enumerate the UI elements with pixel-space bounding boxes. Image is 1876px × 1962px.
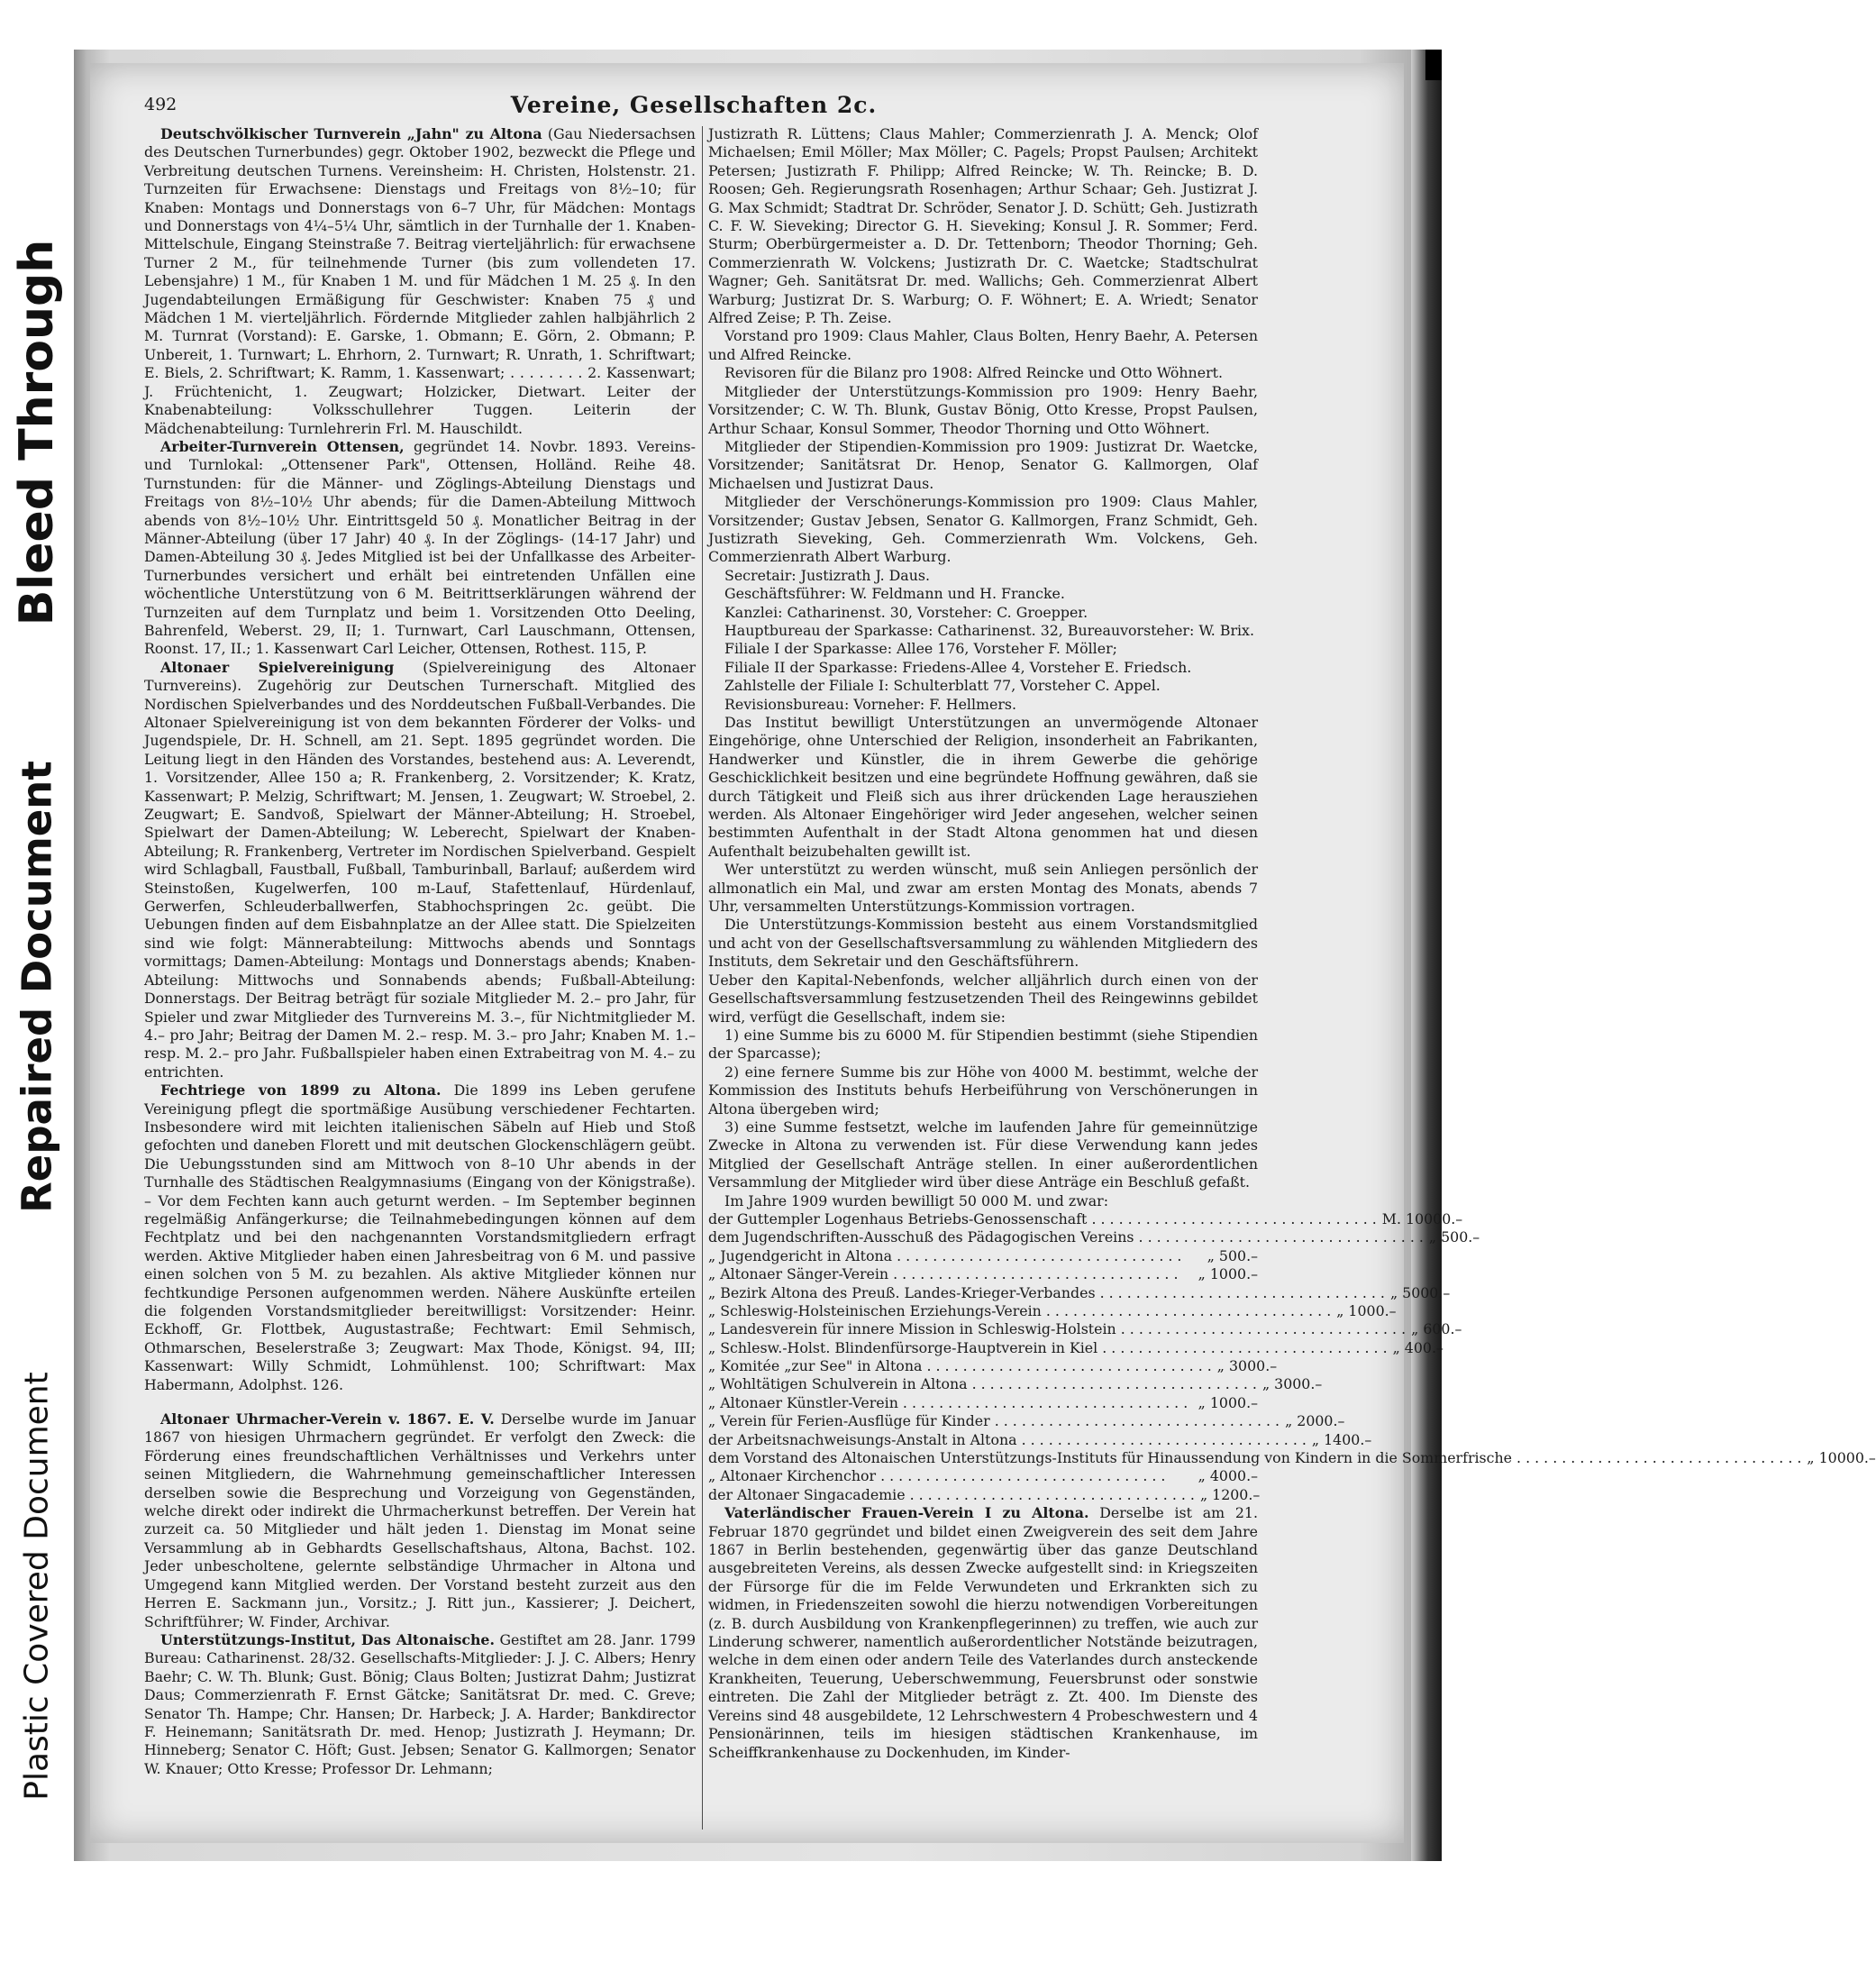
donation-recipient: „ Altonaer Kirchenchor . . . — [708, 1467, 1171, 1485]
left-column — [144, 125, 696, 1829]
entry-text: Derselbe ist am 21. Februar 1870 gegründet und bildet einen Zweigverein des seit dem Jahre 1867 in Berlin bestehenden, gegenwärtig über das ganze Deutschland ausgebreiteten Vereins, als dessen Zwecke aufgestellt sind: in Kriegszeiten der Fürsorge für die im Felde Verwundeten und Erkrankten sich zu widmen, in Friedenszeiten sowohl die hierzu notwendigen Vorbereitungen (z. B. durch Ausbildung von Krankenpflegerinnen) zu treffen, wie auch zur Linderung schwerer, namentlich außerordentlicher Notstände beizutragen, welche in dem einen oder andern Teile des Vaterlandes durch ansteckende Krankheiten, Teuerung, Ueberschwemmung, Feuersbrunst oder sonstwie eintreten. Die Zahl der Mitglieder beträgt z. Zt. 400. Im Dienste des Vereins sind 48 ausgebildete, 12 Lehrschwestern 4 Probeschwestern und 4 Pensionärinnen, teils im hiesigen städtischen Krankenhause, im Scheiffkrankenhause zu Dockenhuden, im Kinder- — [708, 1504, 1258, 1761]
entry-text: Wer unterstützt zu werden wünscht, muß sein Anliegen persönlich der allmonatlich ein Mal, und zwar am ersten Montag des Monats, abends 7 Uhr, versammelten Unterstützungs-Kommission vortragen. — [708, 861, 1258, 916]
donation-amount: „ 5000.– — [1389, 1283, 1451, 1301]
entry-paragraph — [708, 677, 1258, 695]
column-divider — [702, 126, 703, 1830]
entry-text: 3) eine Summe festsetzt, welche im laufenden Jahre für gemeinnützige Zwecke in Altona zu verwenden ist. Für diese Verwendung kann jedes Mitglied der Gesellschaft Anträge stellen. In einer außerordentlichen Versammlung der Mitglieder wird über diese Anträge ein Beschluß gefaßt. — [708, 1118, 1258, 1191]
donation-amount: „ 3000.– — [1216, 1357, 1278, 1375]
entry-paragraph — [144, 125, 696, 438]
entry-heading: Unterstützungs-Institut, Das Altonaische. — [160, 1630, 495, 1648]
entry-text: Filiale II der Sparkasse: Friedens-Allee 4, Vorsteher E. Friedsch. — [724, 658, 1192, 676]
entry-text: Secretair: Justizrath J. Daus. — [724, 566, 931, 584]
donation-recipient: „ Komitée „zur See" in Altona . . . — [708, 1357, 1212, 1375]
entry-text: Hauptbureau der Sparkasse: Catharinenst. 32, Bureauvorsteher: W. Brix. — [724, 621, 1254, 639]
entry-paragraph — [708, 696, 1258, 714]
donation-row — [708, 1338, 1443, 1357]
entry-text: Geschäftsführer: W. Feldmann und H. Francke. — [724, 585, 1065, 603]
donation-amount: „ 1000.– — [1198, 1393, 1258, 1411]
donation-row — [708, 1430, 1372, 1449]
entry-text: Filiale I der Sparkasse: Allee 176, Vorsteher F. Möller; — [724, 640, 1117, 658]
entry-paragraph — [708, 1192, 1258, 1210]
entry-paragraph — [144, 1081, 696, 1394]
donation-recipient: „ Bezirk Altona des Preuß. Landes-Krieger-Verbandes . . . — [708, 1284, 1385, 1302]
entry-text: gegründet 14. Novbr. 1893. Vereins- und Turnlokal: „Ottensener Park", Ottensen, Holländ. Reihe 48. Turnstunden: für die Männer- und Zöglings-Abteilung Dienstags und Freitags von 8½–10½ Uhr abends; für die Damen-Abteilung Mittwoch abends von 8½–10½ Uhr. Eintrittsgeld 50 ₰. Monatlicher Beitrag in der Männer-Abteilung (über 17 Jahr) 40 ₰. In der Zöglings- (14-17 Jahr) und Damen-Abteilung 30 ₰. Jedes Mitglied ist bei der Unfallkasse des Arbeiter-Turnerbundes versichert und erhält bei eintretenden Unfällen eine wöchentliche Unterstützung von 6 M. Beitrittserklärungen während der Turnzeiten auf dem Turnplatz und beim 1. Vorsitzenden Otto Deeling, Bahrenfeld, Weberst. 29, II; 1. Turnwart, Carl Lauschmann, Ottensen, Roonst. 17, II.; 1. Kassenwart Carl Leicher, Ottensen, Rothest. 115, P. — [144, 437, 696, 658]
side-label-strip — [0, 0, 74, 1962]
donation-row — [708, 1228, 1480, 1246]
entry-text: Zahlstelle der Filiale I: Schulterblatt 77, Vorsteher C. Appel. — [724, 677, 1161, 695]
donation-amount: „ 1200.– — [1199, 1485, 1261, 1503]
entry-heading: Altonaer Uhrmacher-Verein v. 1867. E. V. — [160, 1410, 495, 1428]
entry-paragraph — [708, 125, 1258, 327]
donation-recipient: „ Schlesw.-Holst. Blindenfürsorge-Hauptverein in Kiel . . . — [708, 1339, 1388, 1357]
donation-row — [708, 1485, 1261, 1504]
donation-recipient: „ Schleswig-Holsteinischen Erziehungs-Verein . . . — [708, 1302, 1331, 1320]
entry-text: Gestiftet am 28. Janr. 1799 Bureau: Catharinenst. 28/32. Gesellschafts-Mitglieder: J. J. C. Albers; Henry Baehr; C. W. Th. Blunk; Gust. Bönig; Claus Bolten; Justizrat Dahm; Justizrat Daus; Commerzienrath F. Ernst Gätcke; Sanitätsrat Dr. med. C. Greve; Senator Th. Hampe; Chr. Hansen; Dr. Harbeck; J. A. Harder; Bankdirector F. Heinemann; Sanitätsrath Dr. med. Henop; Justizrath J. Heymann; Dr. Hinneberg; Senator C. Höft; Gust. Jebsen; Senator G. Kallmorgen; Senator W. Knauer; Otto Kresse; Professor Dr. Lehmann; — [144, 1630, 697, 1777]
donation-amount: „ 500.– — [1207, 1246, 1258, 1264]
entry-text: 2) eine fernere Summe bis zur Höhe von 4000 M. bestimmt, welche der Kommission des Instituts behufs Herbeiführung von Verschönerungen in Altona übergeben wird; — [708, 1063, 1258, 1118]
entry-paragraph — [708, 383, 1258, 438]
donation-recipient: der Arbeitsnachweisungs-Anstalt in Altona . . . — [708, 1431, 1307, 1449]
entry-paragraph — [708, 585, 1258, 603]
entry-text: Mitglieder der Stipendien-Kommission pro 1909: Justizrat Dr. Waetcke, Vorsitzender; Sanitätsrat Dr. Henop, Senator G. Kallmorgen, Olaf Michaelsen und Justizrat Daus. — [708, 437, 1258, 492]
running-head — [144, 92, 1243, 125]
entry-text: (Spielvereinigung des Altonaer Turnvereins). Zugehörig zur Deutschen Turnerschaft. Mitglied des Nordischen Spielverbandes und des Norddeutschen Fußball-Verbandes. Die Altonaer Spielvereinigung ist von dem bekannten Förderer der Volks- und Jugendspiele, Dr. H. Schnell, am 21. Sept. 1895 gegründet worden. Die Leitung liegt in den Händen des Vorstandes, bestehend aus: A. Leverendt, 1. Vorsitzender, Allee 150 a; R. Frankenberg, 2. Vorsitzender; K. Kratz, Kassenwart; P. Melzig, Schriftwart; M. Jensen, 1. Zeugwart; W. Stroebel, 2. Zeugwart; E. Sandvoß, Spielwart der Männer-Abteilung; H. Stroebel, Spielwart der Damen-Abteilung; W. Leberecht, Spielwart der Knaben-Abteilung; R. Frankenberg, Vertreter im Nordischen Spielverband. Gespielt wird Schlagball, Faustball, Fußball, Tamburinball, Barlauf; außerdem wird Steinstoßen, Kugelwerfen, 100 m-Lauf, Stafettenlauf, Hürdenlauf, Gerwerfen, Schleuderballwerfen, Stabhochspringen 2c. geübt. Die Uebungen finden auf dem Eisbahnplatze an der Allee statt. Die Spielzeiten sind wie folgt: Männerabteilung: Mittwochs abends und Sonntags vormittags; Damen-Abteilung: Montags und Donnerstags abends; Knaben-Abteilung: Mittwochs und Sonnabends abends; Fußball-Abteilung: Donnerstags. Der Beitrag beträgt für soziale Mitglieder M. 2.– pro Jahr, für Spieler und zwar Mitglieder des Turnvereins M. 3.–, für Nichtmitglieder M. 4.– pro Jahr; Beitrag der Damen M. 2.– resp. M. 3.– pro Jahr; Knaben M. 1.– resp. M. 2.– pro Jahr. Fußballspieler haben einen Extrabeitrag von M. 4.– zu entrichten. — [144, 658, 696, 1081]
donation-recipient: der Guttempler Logenhaus Betriebs-Genossenschaft . . . — [708, 1210, 1377, 1228]
entry-paragraph — [708, 861, 1258, 916]
entry-text: Ueber den Kapital-Nebenfonds, welcher alljährlich durch einen von der Gesellschaftsversammlung festzusetzenden Theil des Reingewinns gebildet wird, verfügt die Gesellschaft, indem sie: — [708, 971, 1258, 1026]
entry-heading: Fechtriege von 1899 zu Altona. — [160, 1081, 442, 1100]
donation-amount: „ 2000.– — [1285, 1412, 1345, 1430]
entry-heading: Altonaer Spielvereinigung — [160, 658, 395, 676]
entry-paragraph — [144, 438, 696, 659]
entry-paragraph — [144, 1631, 696, 1778]
entry-heading: Arbeiter-Turnverein Ottensen, — [160, 437, 405, 455]
entry-text: Justizrath R. Lüttens; Claus Mahler; Commerzienrath J. A. Menck; Olof Michaelsen; Emil Möller; Max Möller; C. Pagels; Propst Paulsen; Architekt Petersen; Justizrath F. Philipp; Alfred Reincke; W. Th. Reincke; B. D. Roosen; Geh. Regierungsrath Rosenhagen; Arthur Schaar; Geh. Justizrat J. G. Max Schmidt; Stadtrat Dr. Schröder, Senator J. D. Schütt; Geh. Justizrath C. F. W. Sieveking; Director G. H. Sieveking; Konsul J. R. Sommer; Ferd. Sturm; Oberbürgermeister a. D. Dr. Tettenborn; Theodor Thorning; Geh. Commerzienrath W. Volckens; Justizrath Dr. C. Waetcke; Stadtschulrat Wagner; Geh. Sanitätsrat Dr. med. Wallichs; Geh. Commerzienrat Albert Warburg; Justizrat Dr. S. Warburg; O. F. Wöhnert; E. A. Wriedt; Senator Alfred Zeise; P. Th. Zeise. — [708, 125, 1258, 327]
donation-amount: „ 4000.– — [1198, 1467, 1258, 1485]
entry-text: Die Unterstützungs-Kommission besteht aus einem Vorstandsmitglied und acht von der Gesellschaftsversammlung zu wählenden Mitgliedern des Instituts, dem Sekretair und den Geschäftsführern. — [708, 916, 1258, 971]
entry-paragraph — [708, 1063, 1258, 1118]
donation-recipient: dem Jugendschriften-Ausschuß des Pädagogischen Vereins . . . — [708, 1228, 1424, 1246]
entry-text: Mitglieder der Unterstützungs-Kommission pro 1909: Henry Baehr, Vorsitzender; C. W. Th. Blunk, Gustav Bönig, Otto Kresse, Propst Paulsen, Arthur Schaar, Konsul Sommer, Theodor Thorning und Otto Wöhnert. — [708, 382, 1258, 437]
page-edge-dark-corner — [1425, 50, 1442, 80]
donation-recipient: „ Verein für Ferien-Ausflüge für Kinder . . . — [708, 1412, 1280, 1430]
donation-row — [708, 1301, 1397, 1320]
donation-recipient: „ Jugendgericht in Altona . . . — [708, 1247, 1181, 1265]
donation-row — [708, 1247, 1258, 1265]
entry-paragraph — [708, 972, 1258, 1027]
donation-amount: „ 600.– — [1411, 1320, 1462, 1338]
donation-row — [708, 1467, 1258, 1485]
entry-text: Im Jahre 1909 wurden bewilligt 50 000 M. und zwar: — [724, 1191, 1109, 1209]
page-edge-shadow — [1411, 50, 1442, 1861]
entry-heading: Deutschvölkischer Turnverein „Jahn" zu Altona — [160, 125, 542, 142]
donation-amount: „ 1400.– — [1311, 1430, 1372, 1448]
donation-recipient: „ Altonaer Künstler-Verein . . . — [708, 1394, 1188, 1412]
entry-paragraph — [708, 640, 1258, 658]
entry-text: Derselbe wurde im Januar 1867 von hiesigen Uhrmachern gegründet. Er verfolgt den Zweck: die Förderung eines freundschaftlichen Verhältnisses und Verkehrs unter seinen Mitgliedern, die Wahrnehmung gemeinschaftlicher Interessen derselben sowie die Besprechung und Vorzeigung von Gegenständen, welche direkt oder indirekt die Uhrmacherkunst betreffen. Der Verein hat zurzeit ca. 50 Mitglieder und hält jeden 1. Dienstag im Monat seine Versammlung ab in Gebhardts Gesellschaftshaus, Altona, Bachst. 102. Jeder unbescholtene, gelernte selbständige Uhrmacher in Altona und Umgegend kann Mitglied werden. Der Vorstand besteht zurzeit aus den Herren E. Sackmann jun., Vorsitz.; J. Ritt jun., Kassierer; J. Deichert, Schriftführer; W. Finder, Archivar. — [144, 1410, 696, 1630]
entry-paragraph — [708, 327, 1258, 364]
entry-paragraph — [708, 1027, 1258, 1063]
entry-paragraph — [708, 364, 1258, 382]
donation-recipient: „ Landesverein für innere Mission in Schleswig-Holstein . . . — [708, 1320, 1406, 1338]
entry-text: Kanzlei: Catharinenst. 30, Vorsteher: C. Groepper. — [724, 603, 1088, 621]
donation-row — [708, 1375, 1323, 1393]
donation-row — [708, 1357, 1278, 1375]
right-column — [708, 125, 1876, 1829]
entry-text: Das Institut bewilligt Unterstützungen an unvermögende Altonaer Eingehörige, ohne Unterschied der Religion, insonderheit an Fabrikanten, Handwerker und Künstler, die in ihrem Gewerbe die gehörige Geschicklichkeit besitzen und eine begründete Hoffnung gewähren, daß sie durch Tätigkeit und Fleiß sich aus ihrer drückenden Lage herausziehen werden. Als Altonaer Eingehöriger wird Jeder angesehen, welcher seinen bestimmten Aufenthalt in der Stadt Altona genommen hat und diesen Aufenthalt beizubehalten gewillt ist. — [708, 714, 1258, 860]
entry-paragraph — [144, 1410, 696, 1631]
entry-paragraph — [708, 493, 1258, 567]
donation-recipient: „ Wohltätigen Schulverein in Altona . . . — [708, 1375, 1257, 1393]
donation-row — [708, 1449, 1876, 1467]
donation-amount: „ 10000.– — [1807, 1449, 1876, 1467]
entry-text: Revisoren für die Bilanz pro 1908: Alfred Reincke und Otto Wöhnert. — [724, 364, 1223, 382]
donation-row — [708, 1394, 1258, 1412]
donation-row — [708, 1209, 1463, 1228]
donations-list — [708, 1209, 1876, 1504]
entry-text: Die 1899 ins Leben gerufene Vereinigung pflegt die sportmäßige Ausübung verschiedener Fechtarten. Insbesondere wird mit leichten italienischen Säbeln auf Hieb und Stoß gefochten und daneben Florett und mit deutschen Glockenschlägern geübt. Die Uebungsstunden sind am Mittwoch von 8–10 Uhr abends in der Turnhalle des Städtischen Realgymnasiums (Eingang von der Königstraße). – Vor dem Fechten kann auch geturnt werden. – Im September beginnen regelmäßig Anfängerkurse; die Teilnahmebedingungen können auf dem Fechtplatz und bei den nachgenannten Vorstandsmitgliedern erfragt werden. Aktive Mitglieder haben einen Jahresbeitrag von 6 M. und passive einen solchen von 5 M. zu bezahlen. Als aktive Mitglieder können nur fechtkundige Personen aufgenommen werden. Nähere Auskünfte erteilen die folgenden Vorstandsmitglieder bereitwilligst: Vorsitzender: Heinr. Eckhoff, Gr. Flottbek, Augustastraße; Fechtwart: Emil Sehmisch, Othmarschen, Beselerstraße 3; Zeugwart: Max Thode, Königst. 94, III; Kassenwart: Willy Schmidt, Lohmühlenst. 100; Schriftwart: Max Habermann, Adolphst. 126. — [144, 1081, 696, 1393]
donation-amount: „ 3000.– — [1261, 1375, 1323, 1393]
right-column-paragraphs — [708, 125, 1258, 1210]
plastic-covered-label: Plastic Covered Document — [18, 1372, 56, 1801]
donation-recipient: dem Vorstand des Altonaischen Unterstützungs-Instituts für Hinaussendung von Kindern in die Sommerfrische . . . — [708, 1449, 1801, 1467]
entry-paragraph — [708, 1118, 1258, 1192]
donation-recipient: der Altonaer Singacademie . . . — [708, 1486, 1195, 1504]
bleed-through-label: Bleed Through — [10, 239, 64, 626]
right-column-paragraphs-after — [708, 1504, 1258, 1762]
entry-paragraph — [708, 567, 1258, 585]
page-number: 492 — [144, 95, 178, 114]
entry-paragraph — [144, 659, 696, 1081]
donation-recipient: „ Altonaer Sänger-Verein . . . — [708, 1265, 1178, 1283]
entry-text: (Gau Niedersachsen des Deutschen Turnerbundes) gegr. Oktober 1902, bezweckt die Pflege und Verbreitung deutschen Turnens. Vereinsheim: H. Christen, Holstenstr. 21. Turnzeiten für Erwachsene: Dienstags und Freitags von 8½–10; für Knaben: Montags und Donnerstags von 6–7 Uhr, für Mädchen: Montags und Donnerstags von 4¼–5¼ Uhr, sämtlich in der Turnhalle der 1. Knaben-Mittelschule, Eingang Steinstraße 7. Beitrag vierteljährlich: für erwachsene Turner 2 M., für teilnehmende Turner (bis zum vollendeten 17. Lebensjahre) 1 M., für Knaben 1 M. und für Mädchen 1 M. 25 ₰. In den Jugendabteilungen Ermäßigung für Geschwister: Knaben 75 ₰ und Mädchen 1 M. vierteljährlich. Fördernde Mitglieder zahlen halbjährlich 2 M. Turnrat (Vorstand): E. Garske, 1. Obmann; E. Görn, 2. Obmann; P. Unbereit, 1. Turnwart; L. Ehrhorn, 2. Turnwart; R. Unrath, 1. Schriftwart; E. Biels, 2. Schriftwart; K. Ramm, 1. Kassenwart; . . . . . . . . 2. Kassenwart; J. Früchtenicht, 1. Zeugwart; Holzicker, Dietwart. Leiter der Knabenabteilung: Volksschullehrer Tuggen. Leiterin der Mädchenabteilung: Turnlehrerin Frl. M. Hauschildt. — [144, 125, 696, 437]
entry-paragraph — [708, 438, 1258, 493]
entry-text: Revisionsbureau: Vorneher: F. Hellmers. — [724, 695, 1017, 713]
entry-text: 1) eine Summe bis zu 6000 M. für Stipendien bestimmt (siehe Stipendien der Sparcasse); — [708, 1026, 1258, 1063]
donation-row — [708, 1320, 1462, 1338]
donation-row — [708, 1412, 1345, 1430]
entry-paragraph — [708, 622, 1258, 640]
donation-row — [708, 1265, 1258, 1283]
entry-text: Mitglieder der Verschönerungs-Kommission pro 1909: Claus Mahler, Vorsitzender; Gustav Jebsen, Senator G. Kallmorgen, Franz Schmidt, Geh. Justizrath Sieveking, Geh. Commerzienrath Wm. Volckens, Geh. Commerzienrath Albert Warburg. — [708, 493, 1258, 566]
entry-text: Vorstand pro 1909: Claus Mahler, Claus Bolten, Henry Baehr, A. Petersen und Alfred Reincke. — [708, 327, 1258, 363]
entry-paragraph — [708, 1504, 1258, 1762]
entry-heading: Vaterländischer Frauen-Verein I zu Altona. — [724, 1504, 1089, 1522]
donation-amount: „ 500.– — [1428, 1228, 1480, 1246]
page-title: Vereine, Gesellschaften 2c. — [510, 92, 878, 118]
donation-amount: „ 1000.– — [1336, 1301, 1397, 1319]
entry-paragraph — [708, 604, 1258, 622]
entry-paragraph — [708, 916, 1258, 971]
entry-paragraph — [708, 714, 1258, 861]
donation-amount: „ 400.– — [1392, 1338, 1443, 1356]
repaired-document-label: Repaired Document — [13, 761, 61, 1213]
donation-row — [708, 1283, 1451, 1302]
donation-amount: M. 10000.– — [1381, 1209, 1463, 1227]
entry-paragraph — [708, 659, 1258, 677]
donation-amount: „ 1000.– — [1198, 1265, 1258, 1283]
